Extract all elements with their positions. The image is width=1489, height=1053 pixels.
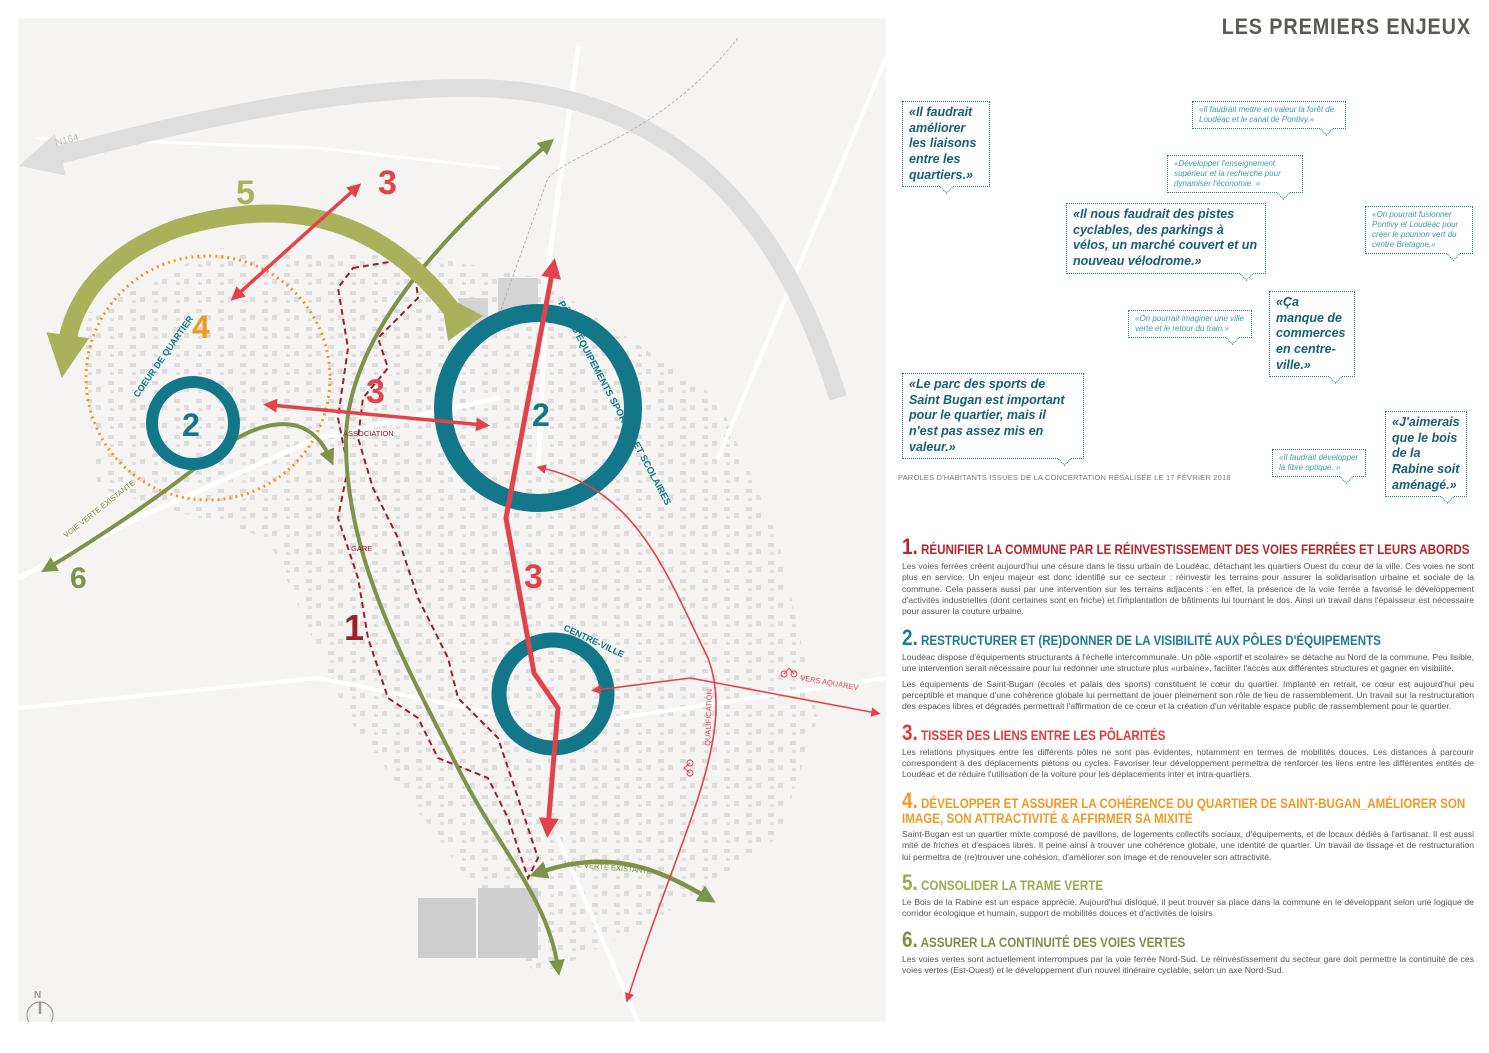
- issue-number: 2.: [902, 624, 918, 650]
- issue-section-2: [902, 626, 1474, 713]
- issue-title: CONSOLIDER LA TRAME VERTE: [921, 878, 1104, 894]
- issues-list: [902, 535, 1474, 985]
- quote-bubble: «Le parc des sports de Saint Bugan est important pour le quartier, mais il n'est pas assez mis en valeur.»: [902, 373, 1084, 459]
- issue-paragraph: Loudéac dispose d'équipements structurants à l'échelle intercommunale. Un pôle «sportif et scolaire» se détache au Nord de la commune. Peu lisible, une intervention serait nécessaire pour lui redonner une structure plus «urbaine», faciliter l'accès aux différentes structures et gagner en visibilité.: [902, 651, 1474, 674]
- marker-4: 4: [192, 309, 210, 345]
- issue-number: 4.: [902, 787, 918, 813]
- issue-heading: [902, 721, 1473, 744]
- issue-paragraph: Les voies vertes sont actuellement interrompues par la voie ferrée Nord-Sud. Le réinvestissement du secteur gare doit permettre la continuité de ces voies vertes (Est-Ouest) et le développement d'un nouvel itinéraire cyclable, selon un axe Nord-Sud.: [902, 953, 1474, 976]
- road-label-n164: N164: [54, 132, 80, 149]
- map-canvas: [18, 18, 886, 1022]
- label-vers-aquarev: VERS AQUAREV: [799, 673, 860, 693]
- quote-bubble: «J'aimerais que le bois de la Rabine soit aménagé.»: [1385, 411, 1467, 497]
- label-centre-ville: CENTRE-VILLE: [562, 622, 626, 660]
- label-pole-equipements: PÔLE D'ÉQUIPEMENTS SPORTIFS ET SCOLAIRES: [555, 299, 673, 508]
- issue-heading: [902, 871, 1473, 894]
- quote-bubble: «On pourrait fusionner Pontivy et Loudéac pour créer le poumon vert du centre Bretagne.»: [1365, 206, 1473, 254]
- issue-paragraph: Les relations physiques entre les différents pôles ne sont pas évidentes, notamment en termes de mobilités douces. Les distances à parcourir correspondent à des déplacements piétons ou cycles. Favoriser leur développement permettra de renforcer les liens entre les différentes entités de Loudéac et de réduire l'utilisation de la voiture pour les déplacements inter et intra-quartiers.: [902, 746, 1474, 780]
- label-association: ASSOCIATION: [343, 429, 394, 438]
- quote-bubble: «Développer l'enseignement supérieur et la recherche pour dynamiser l'économie. »: [1167, 155, 1303, 193]
- marker-1: 1: [344, 607, 365, 648]
- marker-2-coeur: 2: [182, 407, 200, 443]
- label-coeur-quartier: COEUR DE QUARTIER: [131, 313, 196, 400]
- issue-paragraph: Les voies ferrées créent aujourd'hui une césure dans le tissu urbain de Loudéac, détachant les quartiers Ouest du cœur de la ville. Ces voies ne sont plus en service. Un enjeu majeur est donc identifié sur ce secteur : réinvestir les terrains pour assurer la solidarisation urbaine et sociale de la commune. Cela passera aussi par une intervention sur les terrains adjacents : en effet, la présence de la voie ferrée a favorisé le développement d'activités industrielles (dont certaines sont en friche) et l'implantation de bâtiments lui tournant le dos. Ainsi un travail dans l'épaisseur est nécessaire pour assurer la couture urbaine.: [902, 561, 1474, 617]
- marker-3-south: 3: [524, 558, 543, 596]
- issue-title: TISSER DES LIENS ENTRE LES PÔLARITÉS: [921, 727, 1166, 743]
- label-voie-verte-sud: VOIE VERTE EXISTANTE: [563, 859, 653, 876]
- quote-bubble: «Il faudrait développer la fibre optique. »: [1272, 449, 1366, 477]
- quote-bubble: «On pourrait imaginer une ville verte et le retour du train.»: [1128, 310, 1252, 338]
- issue-section-6: [902, 928, 1474, 977]
- issue-title: RÉUNIFIER LA COMMUNE PAR LE RÉINVESTISSEMENT DES VOIES FERRÉES ET LEURS ABORDS: [921, 542, 1470, 557]
- quote-bubble: «Il nous faudrait des pistes cyclables, des parkings à vélos, un marché couvert et un nouveau vélodrome.»: [1066, 203, 1266, 274]
- marker-3-north: 3: [378, 164, 397, 202]
- issue-section-4: [902, 789, 1474, 863]
- marker-5: 5: [236, 174, 255, 212]
- label-gare: GARE: [351, 544, 373, 553]
- issue-number: 1.: [902, 534, 918, 559]
- issue-title: RESTRUCTURER ET (RE)DONNER DE LA VISIBILITÉ AUX PÔLES D'ÉQUIPEMENTS: [921, 632, 1381, 648]
- page-title: LES PREMIERS ENJEUX: [1221, 14, 1471, 39]
- issue-number: 5.: [902, 870, 918, 896]
- label-qualification: QUALIFICATION: [703, 688, 714, 747]
- issue-paragraph: Les équipements de Saint-Bugan (écoles et palais des sports) constituent le cœur du quartier. Implanté en retrait, ce cœur est aujourd'hui peu perceptible et manque d'une cohérence globale lui permettant de jouer pleinement son rôle de lieu de rassemblement. Un travail sur la restructuration des espaces libres et dégradés permettrait l'affirmation de ce cœur et la création d'un véritable espace public de rassemblement pour le quartier.: [902, 678, 1474, 712]
- quote-bubble: «Ça manque de commerces en centre-ville.»: [1269, 291, 1355, 377]
- issue-heading: [902, 626, 1473, 649]
- issue-number: 6.: [902, 926, 918, 952]
- north-arrow-icon: [27, 990, 53, 1022]
- issue-heading: [902, 928, 1473, 951]
- issue-section-5: [902, 871, 1474, 920]
- issue-heading: [902, 535, 1473, 558]
- urban-map: [18, 18, 886, 1022]
- issue-section-3: [902, 721, 1474, 781]
- marker-3-west: 3: [366, 373, 385, 411]
- quotes-caption: PAROLES D'HABITANTS ISSUES DE LA CONCERTATION RÉSALISÉE LE 17 FÉVRIER 2018: [898, 473, 1231, 482]
- issue-title: ASSURER LA CONTINUITÉ DES VOIES VERTES: [920, 934, 1186, 950]
- marker-6: 6: [70, 562, 87, 595]
- issue-number: 3.: [902, 719, 918, 745]
- issue-paragraph: Le Bois de la Rabine est un espace apprécié. Aujourd'hui disloqué, il peut trouver sa place dans la commune en le développant selon une logique de corridor écologique et humain, support de mobilités douces et d'activités de loisirs.: [902, 897, 1474, 919]
- issue-heading: [902, 789, 1473, 826]
- issue-paragraph: Saint-Bugan est un quartier mixte composé de pavillons, de logements collectifs sociaux, d'équipements, et de locaux dédiés à l'artisanat. Il est aussi mité de friches et d'espaces libres. Il peine ainsi à trouver une cohérence globale, une identité de quartier. Un travail de tissage et de restructuration lui permettra de (re)trouver une cohésion, d'améliorer son image et de renouveler son attractivité.: [902, 829, 1474, 862]
- marker-2-pole: 2: [532, 397, 550, 433]
- label-voie-verte-ouest: VOIE VERTE EXISTANTE: [61, 478, 137, 540]
- quote-bubble: «Il faudrait mettre en valeur la forêt de Loudéac et le canal de Pontivy.»: [1192, 101, 1346, 129]
- svg-text:N: N: [34, 990, 42, 1001]
- issue-section-1: [902, 535, 1474, 618]
- issue-title: DÉVELOPPER ET ASSURER LA COHÉRENCE DU QUARTIER DE SAINT-BUGAN_AMÉLIORER SON IMAGE, SON ATTRACTIVITÉ & AFFIRMER SA MIXITÉ: [902, 795, 1466, 826]
- quote-bubble: «Il faudrait améliorer les liaisons entre les quartiers.»: [902, 101, 990, 187]
